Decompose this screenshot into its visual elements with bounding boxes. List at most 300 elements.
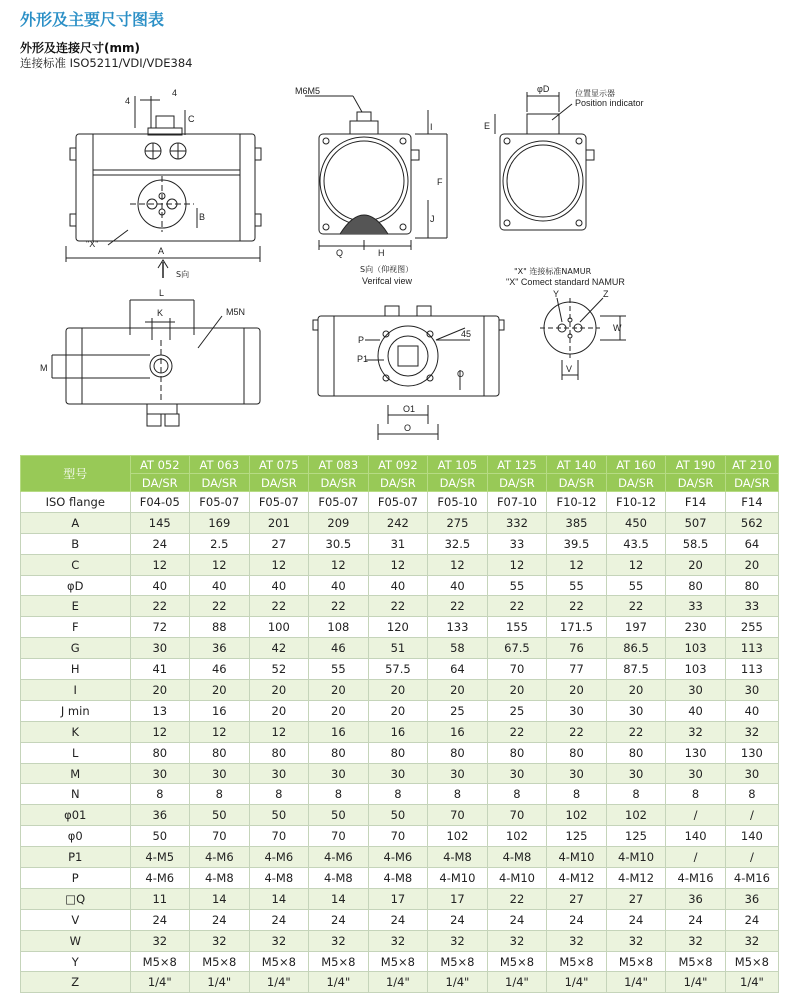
table-row	[21, 868, 779, 889]
table-cell: M5×8	[190, 951, 250, 972]
table-cell: 209	[309, 512, 369, 533]
table-cell: 30	[547, 700, 607, 721]
table-cell: 4-M16	[725, 868, 778, 889]
table-cell: 12	[309, 554, 369, 575]
table-cell: 17	[368, 888, 428, 909]
table-cell: /	[666, 805, 726, 826]
table-cell: 102	[428, 826, 488, 847]
table-cell: 22	[487, 888, 547, 909]
model-cell: AT 105	[428, 456, 488, 474]
table-cell: 20	[309, 700, 369, 721]
table-cell: 140	[725, 826, 778, 847]
table-cell: 102	[487, 826, 547, 847]
table-cell: 1/4"	[428, 972, 488, 993]
table-row	[21, 512, 779, 533]
table-cell: 80	[666, 575, 726, 596]
table-cell: 32	[368, 930, 428, 951]
table-cell: 332	[487, 512, 547, 533]
table-cell: M5×8	[368, 951, 428, 972]
dim-4-side: 4	[172, 88, 178, 98]
table-cell: F10-12	[606, 492, 666, 513]
table-cell: 30	[666, 680, 726, 701]
table-cell: 155	[487, 617, 547, 638]
table-cell: 20	[547, 680, 607, 701]
table-cell: 40	[368, 575, 428, 596]
table-cell: M5×8	[725, 951, 778, 972]
dim-v: V	[566, 364, 573, 374]
s-direction: S向	[176, 270, 190, 279]
dim-k: K	[157, 308, 164, 318]
table-cell: 32	[309, 930, 369, 951]
table-cell: 41	[130, 659, 190, 680]
table-row	[21, 972, 779, 993]
model-header-cell: 型号	[21, 456, 131, 492]
table-cell: 31	[368, 533, 428, 554]
table-row	[21, 721, 779, 742]
table-cell: 80	[249, 742, 309, 763]
table-cell: 24	[725, 909, 778, 930]
table-cell: 4-M12	[606, 868, 666, 889]
table-cell: 140	[666, 826, 726, 847]
namur-detail	[506, 266, 626, 380]
table-cell: 20	[130, 680, 190, 701]
table-cell: 8	[487, 784, 547, 805]
table-cell: 133	[428, 617, 488, 638]
table-cell: 22	[487, 596, 547, 617]
table-cell: 8	[368, 784, 428, 805]
table-cell: 16	[428, 721, 488, 742]
table-cell: 4-M10	[428, 868, 488, 889]
table-cell: /	[666, 847, 726, 868]
table-cell: 12	[428, 554, 488, 575]
table-row	[21, 763, 779, 784]
table-cell: 1/4"	[309, 972, 369, 993]
table-cell: 72	[130, 617, 190, 638]
row-label: φ01	[21, 805, 131, 826]
table-cell: /	[725, 847, 778, 868]
type-cell: DA/SR	[190, 474, 250, 492]
table-cell: 20	[368, 680, 428, 701]
table-cell: 25	[487, 700, 547, 721]
table-cell: 58.5	[666, 533, 726, 554]
indicator-view	[484, 84, 644, 230]
table-row	[21, 805, 779, 826]
table-cell: 86.5	[606, 638, 666, 659]
table-cell: M5×8	[130, 951, 190, 972]
table-cell: 8	[130, 784, 190, 805]
type-cell: DA/SR	[487, 474, 547, 492]
table-cell: 32	[725, 930, 778, 951]
table-cell: M5×8	[547, 951, 607, 972]
table-cell: 22	[368, 596, 428, 617]
table-cell: 32.5	[428, 533, 488, 554]
table-cell: 20	[487, 680, 547, 701]
table-cell: 42	[249, 638, 309, 659]
table-cell: 12	[190, 721, 250, 742]
table-cell: 36	[725, 888, 778, 909]
table-cell: 30.5	[309, 533, 369, 554]
table-cell: 24	[190, 909, 250, 930]
table-cell: 40	[428, 575, 488, 596]
table-cell: 50	[368, 805, 428, 826]
table-cell: 70	[428, 805, 488, 826]
table-row	[21, 617, 779, 638]
table-cell: M5×8	[487, 951, 547, 972]
dim-e: E	[484, 121, 491, 131]
table-row	[21, 492, 779, 513]
table-cell: F05-07	[190, 492, 250, 513]
table-cell: 14	[249, 888, 309, 909]
type-cell: DA/SR	[725, 474, 778, 492]
front-view	[66, 88, 261, 279]
table-row	[21, 951, 779, 972]
table-cell: 385	[547, 512, 607, 533]
row-label: I	[21, 680, 131, 701]
table-cell: /	[725, 805, 778, 826]
table-cell: 24	[249, 909, 309, 930]
model-cell: AT 140	[547, 456, 607, 474]
table-cell: 33	[666, 596, 726, 617]
label-m5n: M5N	[226, 307, 246, 317]
table-cell: 1/4"	[547, 972, 607, 993]
table-cell: 4-M12	[547, 868, 607, 889]
table-cell: 40	[190, 575, 250, 596]
table-cell: 171.5	[547, 617, 607, 638]
table-cell: 70	[487, 805, 547, 826]
table-cell: F05-07	[249, 492, 309, 513]
row-label: φ0	[21, 826, 131, 847]
top-view	[40, 288, 260, 426]
table-cell: 33	[487, 533, 547, 554]
table-cell: 20	[428, 680, 488, 701]
table-cell: 24	[666, 909, 726, 930]
table-cell: 113	[725, 638, 778, 659]
table-cell: 12	[249, 554, 309, 575]
table-row	[21, 847, 779, 868]
table-body	[21, 492, 779, 993]
table-row	[21, 742, 779, 763]
s-view-en: Verifcal view	[362, 276, 413, 286]
table-cell: 100	[249, 617, 309, 638]
table-cell: F10-12	[547, 492, 607, 513]
table-cell: 20	[725, 554, 778, 575]
table-cell: 242	[368, 512, 428, 533]
table-cell: 55	[309, 659, 369, 680]
table-cell: 22	[249, 596, 309, 617]
table-cell: 8	[190, 784, 250, 805]
table-cell: 30	[249, 763, 309, 784]
dim-a: A	[158, 246, 165, 256]
dimension-table	[20, 455, 779, 993]
table-cell: 46	[190, 659, 250, 680]
table-cell: 22	[606, 721, 666, 742]
table-cell: 1/4"	[487, 972, 547, 993]
table-cell: F05-07	[368, 492, 428, 513]
table-cell: 30	[190, 763, 250, 784]
type-cell: DA/SR	[309, 474, 369, 492]
dim-b: B	[199, 212, 206, 222]
table-header-models	[21, 456, 779, 474]
dimension-drawing	[0, 80, 799, 445]
table-cell: 55	[547, 575, 607, 596]
table-cell: 14	[190, 888, 250, 909]
table-cell: 30	[309, 763, 369, 784]
table-cell: 169	[190, 512, 250, 533]
table-row	[21, 888, 779, 909]
table-cell: 43.5	[606, 533, 666, 554]
table-cell: 12	[130, 721, 190, 742]
table-cell: 4-M6	[309, 847, 369, 868]
table-cell: 4-M8	[249, 868, 309, 889]
table-cell: 80	[547, 742, 607, 763]
dim-y: Y	[553, 289, 560, 299]
table-cell: 30	[368, 763, 428, 784]
row-label: Y	[21, 951, 131, 972]
table-cell: 55	[487, 575, 547, 596]
table-cell: 12	[547, 554, 607, 575]
table-cell: 70	[309, 826, 369, 847]
table-cell: 30	[487, 763, 547, 784]
table-cell: 30	[547, 763, 607, 784]
table-cell: 32	[547, 930, 607, 951]
table-cell: 50	[130, 826, 190, 847]
table-cell: 4-M5	[130, 847, 190, 868]
table-cell: 32	[666, 721, 726, 742]
table-cell: 8	[666, 784, 726, 805]
table-cell: 8	[249, 784, 309, 805]
table-cell: 30	[130, 763, 190, 784]
row-label: J min	[21, 700, 131, 721]
table-cell: 80	[130, 742, 190, 763]
dim-i: I	[430, 122, 433, 132]
table-cell: 4-M8	[428, 847, 488, 868]
model-cell: AT 190	[666, 456, 726, 474]
table-cell: 1/4"	[666, 972, 726, 993]
table-row	[21, 533, 779, 554]
table-cell: 20	[606, 680, 666, 701]
dim-45: 45	[461, 329, 472, 339]
table-cell: 4-M6	[130, 868, 190, 889]
dim-p: P	[358, 335, 365, 345]
row-label: A	[21, 512, 131, 533]
table-cell: 77	[547, 659, 607, 680]
table-cell: 33	[725, 596, 778, 617]
table-cell: 1/4"	[606, 972, 666, 993]
table-cell: 230	[666, 617, 726, 638]
table-cell: 275	[428, 512, 488, 533]
table-cell: 8	[547, 784, 607, 805]
table-cell: 30	[666, 763, 726, 784]
table-cell: 22	[130, 596, 190, 617]
table-cell: 4-M8	[368, 868, 428, 889]
type-cell: DA/SR	[606, 474, 666, 492]
table-cell: 40	[309, 575, 369, 596]
table-cell: 113	[725, 659, 778, 680]
table-cell: F04-05	[130, 492, 190, 513]
row-label: E	[21, 596, 131, 617]
table-cell: 58	[428, 638, 488, 659]
table-cell: 2.5	[190, 533, 250, 554]
dim-o1: O1	[403, 404, 416, 414]
table-cell: 20	[249, 700, 309, 721]
type-cell: DA/SR	[130, 474, 190, 492]
model-cell: AT 083	[309, 456, 369, 474]
table-cell: 4-M10	[547, 847, 607, 868]
table-row	[21, 909, 779, 930]
table-cell: 125	[547, 826, 607, 847]
table-cell: 30	[606, 763, 666, 784]
table-cell: 4-M8	[487, 847, 547, 868]
dim-c: C	[188, 114, 195, 124]
table-cell: 130	[666, 742, 726, 763]
row-label: V	[21, 909, 131, 930]
model-cell: AT 052	[130, 456, 190, 474]
table-cell: 50	[309, 805, 369, 826]
table-cell: F14	[725, 492, 778, 513]
table-cell: 197	[606, 617, 666, 638]
table-cell: 8	[725, 784, 778, 805]
table-cell: 102	[547, 805, 607, 826]
table-cell: 30	[606, 700, 666, 721]
row-label: ISO flange	[21, 492, 131, 513]
table-cell: 32	[249, 930, 309, 951]
row-label: φD	[21, 575, 131, 596]
s-view-cn: S向（仰视图）	[360, 265, 414, 274]
table-cell: 24	[428, 909, 488, 930]
table-cell: 50	[249, 805, 309, 826]
row-label: B	[21, 533, 131, 554]
table-cell: 24	[547, 909, 607, 930]
position-indicator-en: Position indicator	[575, 98, 644, 108]
table-header-types	[21, 474, 779, 492]
table-cell: 12	[130, 554, 190, 575]
table-cell: 1/4"	[249, 972, 309, 993]
side-view	[295, 86, 447, 258]
table-cell: 562	[725, 512, 778, 533]
table-cell: 27	[606, 888, 666, 909]
table-cell: 27	[249, 533, 309, 554]
table-cell: 36	[130, 805, 190, 826]
table-cell: 13	[130, 700, 190, 721]
table-cell: 22	[487, 721, 547, 742]
table-cell: 22	[547, 721, 607, 742]
table-cell: 30	[130, 638, 190, 659]
table-cell: 88	[190, 617, 250, 638]
row-label: H	[21, 659, 131, 680]
table-cell: 80	[428, 742, 488, 763]
table-cell: 70	[249, 826, 309, 847]
table-cell: M5×8	[606, 951, 666, 972]
table-cell: 52	[249, 659, 309, 680]
table-cell: 24	[606, 909, 666, 930]
model-cell: AT 210	[725, 456, 778, 474]
row-label: C	[21, 554, 131, 575]
table-cell: 4-M8	[309, 868, 369, 889]
table-cell: 14	[309, 888, 369, 909]
table-cell: 39.5	[547, 533, 607, 554]
type-cell: DA/SR	[666, 474, 726, 492]
label-m6m5: M6M5	[295, 86, 321, 96]
table-cell: M5×8	[428, 951, 488, 972]
table-cell: 1/4"	[190, 972, 250, 993]
table-cell: 80	[725, 575, 778, 596]
table-cell: 57.5	[368, 659, 428, 680]
table-cell: 145	[130, 512, 190, 533]
table-cell: F07-10	[487, 492, 547, 513]
table-cell: 12	[606, 554, 666, 575]
table-row	[21, 930, 779, 951]
table-cell: 20	[666, 554, 726, 575]
row-label: Z	[21, 972, 131, 993]
table-cell: 4-M16	[666, 868, 726, 889]
table-row	[21, 575, 779, 596]
model-cell: AT 063	[190, 456, 250, 474]
type-cell: DA/SR	[547, 474, 607, 492]
table-cell: 201	[249, 512, 309, 533]
table-cell: 36	[666, 888, 726, 909]
table-cell: 130	[725, 742, 778, 763]
table-row	[21, 680, 779, 701]
model-cell: AT 075	[249, 456, 309, 474]
row-label: F	[21, 617, 131, 638]
table-cell: 16	[190, 700, 250, 721]
table-cell: F05-07	[309, 492, 369, 513]
table-cell: 4-M10	[606, 847, 666, 868]
table-cell: 46	[309, 638, 369, 659]
table-row	[21, 638, 779, 659]
type-cell: DA/SR	[428, 474, 488, 492]
table-cell: 22	[190, 596, 250, 617]
row-label: P1	[21, 847, 131, 868]
table-cell: M5×8	[666, 951, 726, 972]
table-cell: 24	[368, 909, 428, 930]
dim-phid: φD	[537, 84, 550, 94]
table-cell: 30	[725, 680, 778, 701]
table-cell: 4-M10	[487, 868, 547, 889]
table-row	[21, 784, 779, 805]
table-cell: 24	[309, 909, 369, 930]
table-cell: 80	[368, 742, 428, 763]
table-cell: F05-10	[428, 492, 488, 513]
table-cell: 22	[547, 596, 607, 617]
table-cell: 12	[368, 554, 428, 575]
table-cell: 32	[487, 930, 547, 951]
model-cell: AT 160	[606, 456, 666, 474]
dim-x: "X"	[86, 239, 99, 249]
row-label: N	[21, 784, 131, 805]
row-label: P	[21, 868, 131, 889]
namur-cn: "X" 连接标准NAMUR	[514, 267, 592, 276]
table-cell: 103	[666, 638, 726, 659]
model-cell: AT 125	[487, 456, 547, 474]
table-cell: 103	[666, 659, 726, 680]
table-cell: 24	[130, 909, 190, 930]
table-cell: 22	[606, 596, 666, 617]
dim-h: H	[378, 248, 385, 258]
table-cell: 8	[428, 784, 488, 805]
table-cell: 4-M8	[190, 868, 250, 889]
table-cell: 20	[190, 680, 250, 701]
table-cell: 12	[487, 554, 547, 575]
table-row	[21, 596, 779, 617]
table-cell: 8	[606, 784, 666, 805]
table-cell: 87.5	[606, 659, 666, 680]
table-cell: 30	[428, 763, 488, 784]
dim-o: O	[404, 423, 412, 433]
table-cell: 24	[130, 533, 190, 554]
dim-p1: P1	[357, 354, 369, 364]
type-cell: DA/SR	[249, 474, 309, 492]
